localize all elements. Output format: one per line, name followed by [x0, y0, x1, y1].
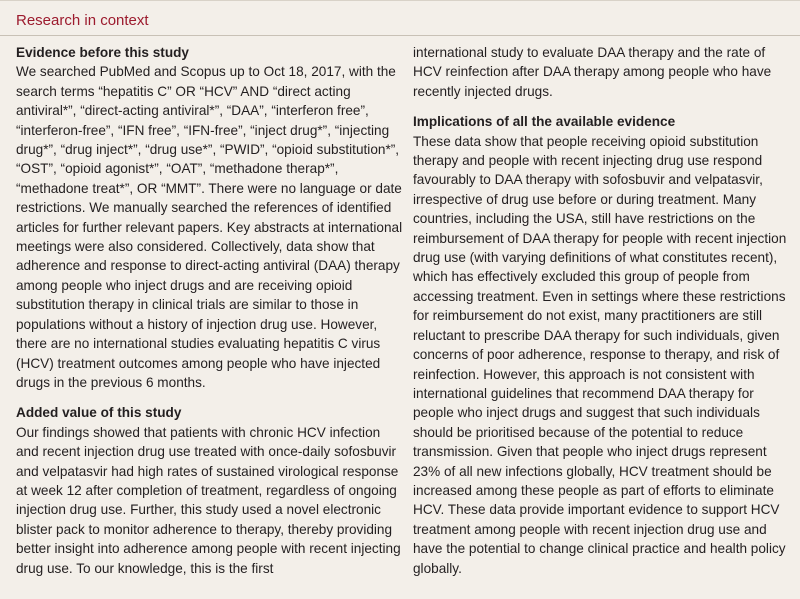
- added-value-continuation: international study to evaluate DAA therapy and the rate of HCV reinfection after DAA therapy among people who have recently injected drugs.: [413, 45, 772, 99]
- panel-title: Research in context: [16, 12, 149, 29]
- left-column: [16, 43, 406, 578]
- implications-heading: Implications of all the available evidence: [413, 114, 676, 130]
- evidence-heading: Evidence before this study: [16, 45, 189, 60]
- evidence-text: We searched PubMed and Scopus up to Oct 18, 2017, with the search terms “hepatitis C” OR “HCV” AND “direct acting antiviral*”, “direct-acting antiviral*”, “DAA”, “interferon free”, “interferon-free”, “IFN free”, “IFN-free”, “inject drug*”, “injecting drug*”, “drug inject*”, “drug use*”, “PWID”, “opioid substitution*”, “OST”, “opioid agonist*”, “OAT”, “methadone therap*”, “methadone treat*”, OR “MMT”. There were no language or date restrictions. We manually searched the references of identified articles for further relevant papers. Key abstracts at international meetings were also considered. Collectively, data show that adherence and response to direct-acting antiviral (DAA) therapy among people who inject drugs and are receiving opioid substitution therapy in clinical trials are similar to those in populations without a history of injection drug use. However, there are no international studies evaluating hepatitis C virus (HCV) treatment outcomes among people who have injected drugs in the previous 6 months.: [16, 64, 403, 390]
- section-gap: [413, 101, 789, 112]
- title-divider: [0, 35, 800, 36]
- implications-text: These data show that people receiving opioid substitution therapy and people with recent injecting drug use respond favourably to DAA therapy with sofosbuvir and velpatasvir, irrespective of drug use before or during treatment. Many countries, including the USA, still have restrictions on the reimbursement of DAA therapy for people with recent injection drug use (with varying definitions of what constitutes recent), which has effectively excluded this group of people from accessing treatment. Even in settings where these restrictions for reimbursement do not exist, many practitioners are still reluctant to prescribe DAA therapy for such individuals, given concerns of poor adherence, response to therapy, and risk of reinfection. However, this approach is not consistent with international guidelines that recommend DAA therapy for people who inject drugs and suggest that such individuals should be prioritised because of the potential to reduce transmission. Given that people who inject drugs represent 23% of all new infections globally, HCV treatment should be increased among these people as part of efforts to eliminate HCV. These data provide important evidence to support HCV treatment among people with recent injection drug use and have the potential to change clinical practice and health policy globally.: [413, 133, 787, 576]
- added-value-heading: Added value of this study: [16, 405, 182, 421]
- right-column: [413, 43, 789, 578]
- section-gap: [16, 392, 406, 403]
- added-value-text: Our findings showed that patients with chronic HCV infection and recent injection drug use treated with once-daily sofosbuvir and velpatasvir had high rates of sustained virological response at week 12 after completion of treatment, regardless of ongoing injection drug use. Further, this study used a novel electronic blister pack to monitor adherence to therapy, thereby providing better insight into adherence among people with recent injecting drug use. To our knowledge, this is the first: [16, 424, 401, 576]
